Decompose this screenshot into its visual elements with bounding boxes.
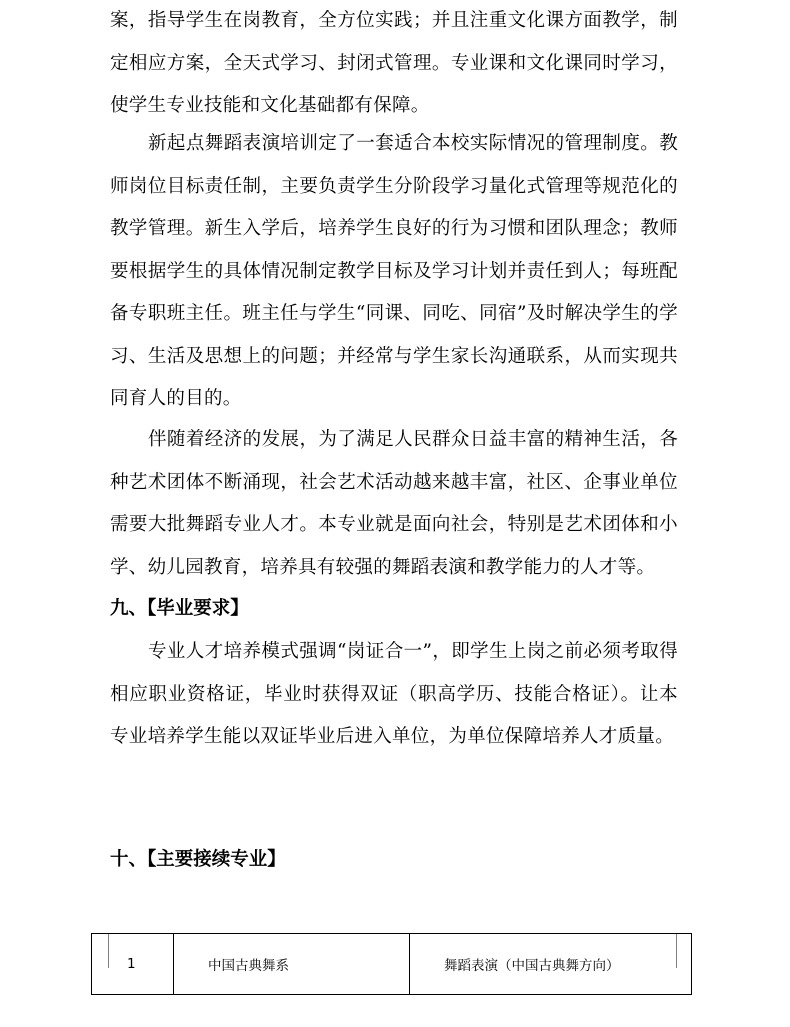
continuing-majors-table bbox=[91, 933, 692, 995]
paragraph-teaching-mode: 案，指导学生在岗教育，全方位实践；并且注重文化课方面教学，制定相应方案，全天式学习、封闭式管理。专业课和文化课同时学习，使学生专业技能和文化基础都有保障。 bbox=[110, 10, 678, 116]
major-cell: 舞蹈表演（中国古典舞方向） bbox=[410, 934, 692, 995]
table-row bbox=[92, 934, 692, 995]
paragraph-management-system: 新起点舞蹈表演培训定了一套适合本校实际情况的管理制度。教师岗位目标责任制，主要负责学生分阶段学习量化式管理等规范化的教学管理。新生入学后，培养学生良好的行为习惯和团队理念；教师要根据学生的具体情况制定教学目标及学习计划并责任到人；每班配备专职班主任。班主任与学生“同课、同吃、同宿”及时解决学生的学习、生活及思想上的问题；并经常与学生家长沟通联系，从而实现共同育人的目的。 bbox=[110, 133, 678, 409]
paragraph-social-demand: 伴随着经济的发展，为了满足人民群众日益丰富的精神生活，各种艺术团体不断涌现，社会艺术活动越来越丰富，社区、企事业单位需要大批舞蹈专业人才。本专业就是面向社会，特别是艺术团体和小学、幼儿园教育，培养具有较强的舞蹈表演和教学能力的人才等。 bbox=[110, 429, 678, 578]
paragraph-certificates: 专业人才培养模式强调“岗证合一”，即学生上岗之前必须考取得相应职业资格证，毕业时获得双证（职高学历、技能合格证）。让本专业培养学生能以双证毕业后进入单位，为单位保障培养人才质量。 bbox=[110, 641, 678, 747]
heading-continuing-majors: 十、【主要接续专业】 bbox=[110, 849, 286, 870]
department-cell: 中国古典舞系 bbox=[174, 934, 410, 995]
row-number-cell: 1 bbox=[92, 934, 174, 995]
heading-graduation-requirements: 九、【毕业要求】 bbox=[110, 598, 249, 619]
